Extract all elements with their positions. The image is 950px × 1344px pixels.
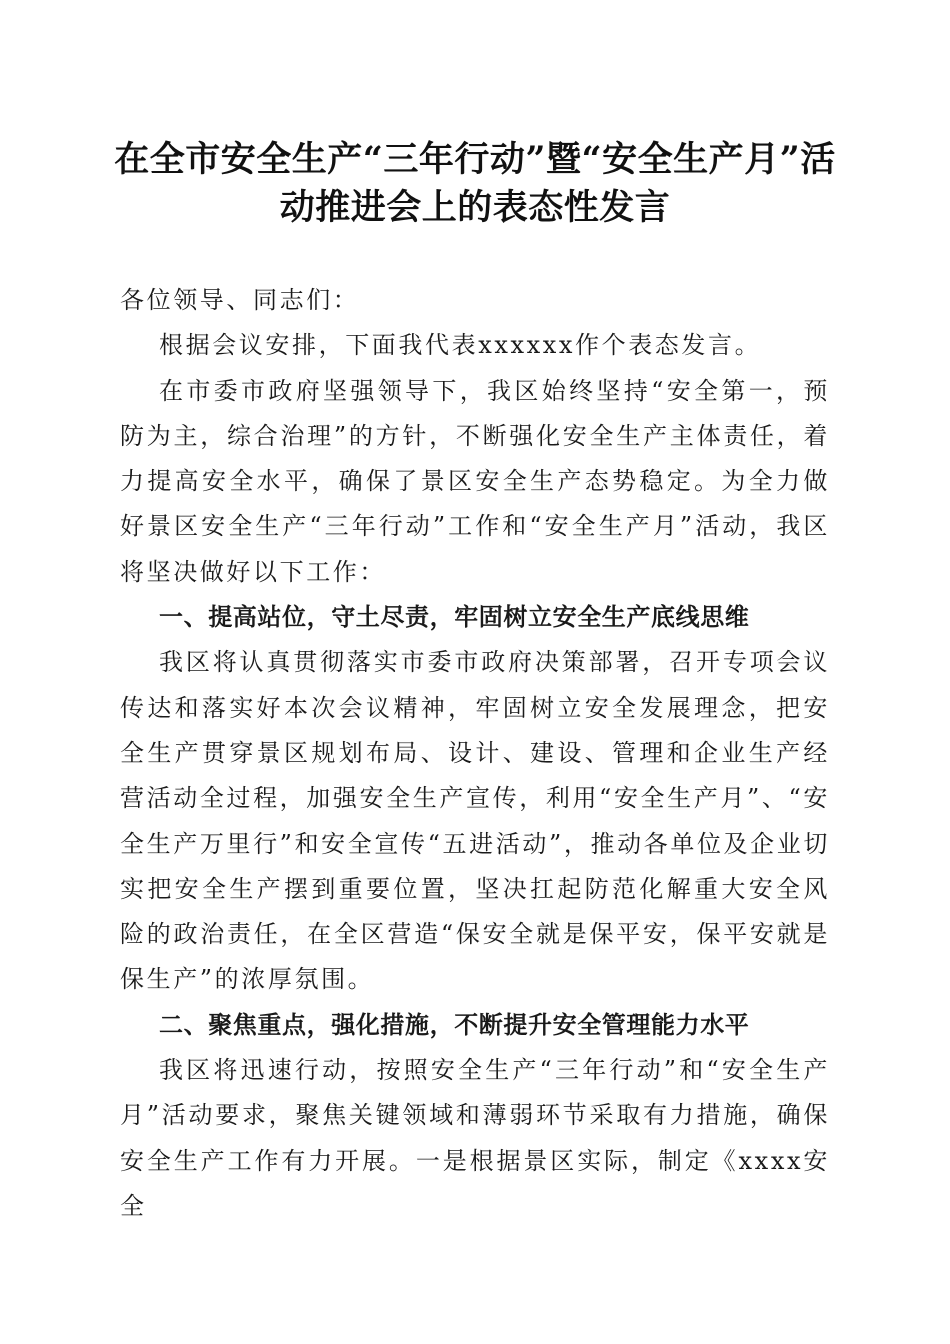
section-heading-1: 一、提高站位，守土尽责，牢固树立安全生产底线思维 (159, 603, 750, 632)
paragraph-intro: 根据会议安排，下面我代表xxxxxx作个表态发言。 (159, 331, 762, 360)
section-heading-2: 二、聚焦重点，强化措施，不断提升安全管理能力水平 (159, 1010, 750, 1039)
paragraph-background: 在市委市政府坚强领导下，我区始终坚持“安全第一，预防为主，综合治理”的方针，不断强化安全生产主体责任，着力提高安全水平，确保了景区安全生产态势稳定。为全力做好景区安全生产“三年行动”工作和“安全生产月”活动，我区将坚决做好以下工作： (120, 376, 830, 586)
document-body (120, 278, 830, 1229)
section-text-1: 我区将认真贯彻落实市委市政府决策部署，召开专项会议传达和落实好本次会议精神，牢固树立安全发展理念，把安全生产贯穿景区规划布局、设计、建设、管理和企业生产经营活动全过程，加强安全生产宣传，利用“安全生产月”、“安全生产万里行”和安全宣传“五进活动”，推动各单位及企业切实把安全生产摆到重要位置，坚决扛起防范化解重大安全风险的政治责任，在全区营造“保安全就是保平安，保平安就是保生产”的浓厚氛围。 (120, 648, 830, 994)
section-text-2: 我区将迅速行动，按照安全生产“三年行动”和“安全生产月”活动要求，聚焦关键领域和薄弱环节采取有力措施，确保安全生产工作有力开展。一是根据景区实际，制定《xxxx安全 (120, 1056, 830, 1220)
salutation: 各位领导、同志们： (120, 286, 360, 314)
document-title: 在全市安全生产“三年行动”暨“安全生产月”活动推进会上的表态性发言 (114, 139, 836, 228)
